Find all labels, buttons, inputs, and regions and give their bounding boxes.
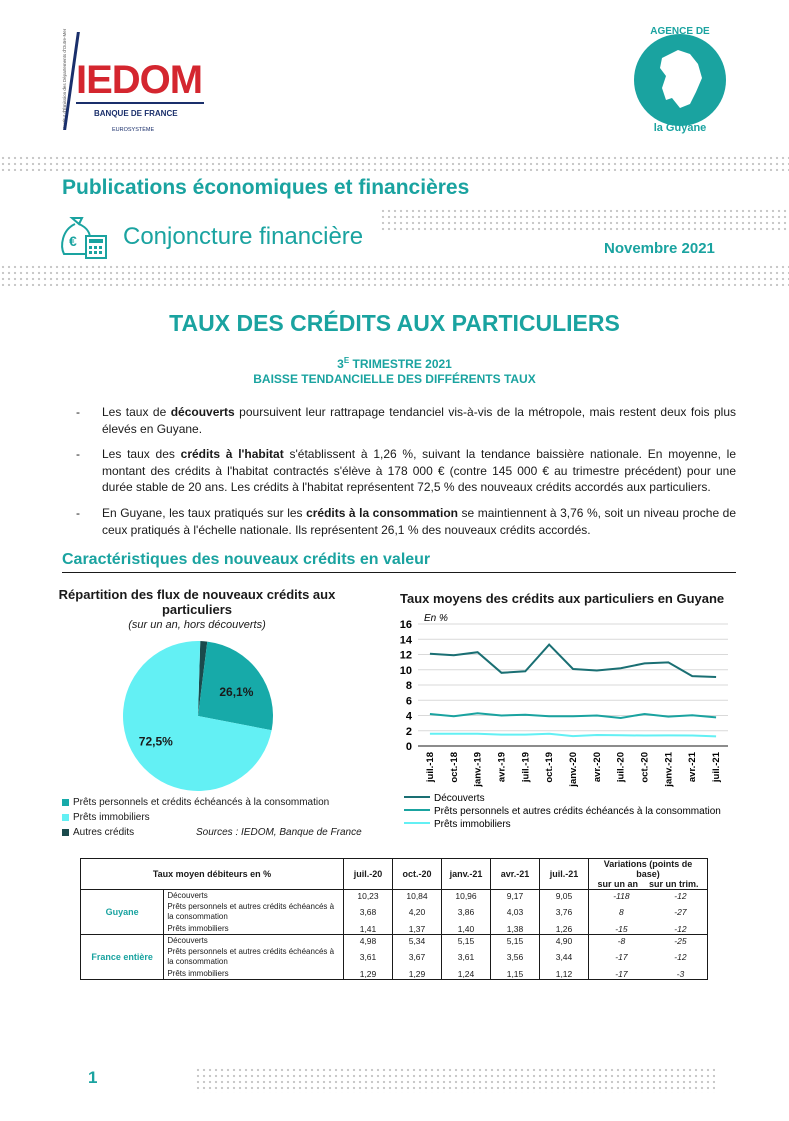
bullet-bold: crédits à la consommation bbox=[306, 506, 458, 520]
bullet-text bbox=[102, 404, 736, 437]
dotted-band-footer bbox=[195, 1067, 715, 1093]
table-cell: 1,29 bbox=[393, 968, 442, 980]
subtitle-sup: E bbox=[343, 356, 350, 365]
table-row-label: Prêts immobiliers bbox=[164, 923, 344, 935]
table-cell: 5,15 bbox=[491, 935, 540, 947]
legend-swatch bbox=[62, 799, 69, 806]
table-cell: 1,12 bbox=[540, 968, 589, 980]
table-row bbox=[81, 968, 708, 980]
table-row bbox=[81, 935, 708, 947]
x-tick-label: juil.-21 bbox=[711, 752, 723, 783]
table-col-header: juil.-20 bbox=[344, 859, 393, 890]
x-tick-label: juil.-18 bbox=[424, 752, 436, 783]
x-tick-label: juil.-19 bbox=[520, 752, 532, 783]
table-var-year: -15 bbox=[589, 923, 654, 935]
bullet-post: se maintiennent à 3,76 %, soit un niveau proche de ceux pratiqués à l'échelle nationale. Ils représentent 26,1 % des nouveaux crédits accordés. bbox=[102, 506, 737, 537]
x-tick-label: oct.-19 bbox=[544, 752, 556, 783]
pie-data-label bbox=[207, 636, 235, 637]
subtitle-num: 3 bbox=[337, 357, 344, 371]
table-cell: 4,98 bbox=[344, 935, 393, 947]
legend-label: Autres crédits bbox=[73, 827, 135, 838]
logo-eurosysteme: EUROSYSTÈME bbox=[112, 127, 155, 133]
table-var-year: -17 bbox=[589, 968, 654, 980]
table-cell: 1,15 bbox=[491, 968, 540, 980]
table-var-quarter: -12 bbox=[654, 946, 708, 968]
y-tick-label: 4 bbox=[405, 710, 412, 723]
x-tick-label: janv.-21 bbox=[663, 752, 675, 787]
legend-label: Prêts immobiliers bbox=[73, 812, 150, 823]
table-group-label: France entière bbox=[81, 935, 164, 980]
table-cell: 4,90 bbox=[540, 935, 589, 947]
bullet-pre: Les taux des bbox=[102, 447, 181, 461]
table-var-year: -118 bbox=[589, 890, 654, 902]
table-var-header bbox=[589, 859, 708, 890]
bullet-3 bbox=[76, 505, 736, 539]
table-header-label: Taux moyen débiteurs en % bbox=[81, 859, 344, 890]
bullet-dash: - bbox=[76, 405, 80, 419]
section-rule bbox=[62, 572, 736, 573]
x-tick-label: oct.-20 bbox=[639, 752, 651, 783]
logo-name: IEDOM bbox=[76, 58, 203, 102]
pie-legend-3 bbox=[62, 827, 134, 838]
table-cell: 10,23 bbox=[344, 890, 393, 902]
table-header-row bbox=[81, 859, 708, 890]
bullet-bold: crédits à l'habitat bbox=[180, 447, 284, 461]
table-cell: 4,20 bbox=[393, 901, 442, 923]
table-row-label: Découverts bbox=[167, 890, 208, 900]
y-tick-label: 6 bbox=[405, 695, 412, 708]
table-var-quarter: -3 bbox=[654, 968, 708, 980]
bullet-post: s'établissent à 1,26 %, suivant la tendance baissière nationale. En moyenne, le montant des crédits à l'habitat contractés s'élève à 178 000 € (contre 145 000 € au trimestre précédent) pour une durée stable de 20 ans. Les crédits à l'habitat représentent 72,5 % des nouveaux crédits accordés aux particuliers. bbox=[102, 447, 736, 494]
table-cell: 5,34 bbox=[393, 935, 442, 947]
y-tick-label: 2 bbox=[405, 725, 412, 738]
table-cell: 1,24 bbox=[442, 968, 491, 980]
line-chart bbox=[388, 606, 738, 836]
table-cell: 3,67 bbox=[393, 946, 442, 968]
bullet-pre: En Guyane, les taux pratiqués sur les bbox=[102, 506, 307, 520]
table-cell: 9,17 bbox=[491, 890, 540, 902]
pie-data-label: 72,5% bbox=[138, 734, 173, 749]
table-var-year: -8 bbox=[589, 935, 654, 947]
page-title: TAUX DES CRÉDITS AUX PARTICULIERS bbox=[169, 310, 620, 336]
table-cell: 1,38 bbox=[491, 923, 540, 935]
table-var-year: -17 bbox=[589, 946, 654, 968]
agence-badge bbox=[632, 20, 728, 144]
table-col-header: avr.-21 bbox=[491, 859, 540, 890]
dotted-band-top bbox=[0, 155, 789, 171]
line-chart-title: Taux moyens des crédits aux particuliers en Guyane bbox=[400, 591, 725, 606]
legend-label: Prêts personnels et crédits échéancés à la consommation bbox=[73, 797, 330, 808]
table-row bbox=[81, 890, 708, 902]
x-tick-label: avr.-21 bbox=[687, 752, 699, 783]
section-title: Caractéristiques des nouveaux crédits en valeur bbox=[62, 551, 431, 568]
table-row bbox=[81, 923, 708, 935]
table-col-header: oct.-20 bbox=[393, 859, 442, 890]
legend-swatch bbox=[62, 814, 69, 821]
bullet-text bbox=[102, 446, 736, 496]
y-unit-label: En % bbox=[424, 613, 448, 624]
y-tick-label: 8 bbox=[405, 680, 412, 692]
table-cell: 1,26 bbox=[540, 923, 589, 935]
pie-legend-1 bbox=[62, 797, 329, 808]
pie-legend-2 bbox=[62, 812, 150, 823]
legend-label: Prêts personnels et autres crédits échéancés à la consommation bbox=[434, 806, 721, 817]
x-tick-label: avr.-20 bbox=[591, 752, 603, 783]
agence-bottom-label: la Guyane bbox=[653, 122, 707, 134]
bullet-post: poursuivent leur rattrapage tendanciel vis-à-vis de la métropole, mais restent deux fois plus élevés en Guyane. bbox=[102, 405, 736, 436]
table-var-quarter: -12 bbox=[654, 923, 708, 935]
table-var-quarter: -12 bbox=[654, 890, 708, 902]
table-cell: 3,61 bbox=[442, 946, 491, 968]
table-cell: 5,15 bbox=[442, 935, 491, 947]
bullet-dash: - bbox=[76, 506, 80, 520]
series-line bbox=[430, 645, 716, 677]
x-tick-label: janv.-20 bbox=[568, 752, 579, 787]
section-conjoncture: Conjoncture financière bbox=[123, 223, 364, 250]
table-var-year: 8 bbox=[589, 901, 654, 923]
publication-title: Publications économiques et financières bbox=[62, 176, 470, 199]
subtitle-quarter bbox=[0, 356, 789, 371]
logo-rule bbox=[76, 102, 204, 104]
table-var-quarter: -25 bbox=[654, 935, 708, 947]
y-tick-label: 16 bbox=[399, 619, 412, 631]
table-cell: 3,86 bbox=[442, 901, 491, 923]
table-cell: 3,56 bbox=[491, 946, 540, 968]
rates-table bbox=[80, 858, 708, 980]
table-cell: 3,68 bbox=[344, 901, 393, 923]
page-number: 1 bbox=[88, 1068, 98, 1087]
table-row-label: Découverts bbox=[167, 935, 208, 945]
bullet-2 bbox=[76, 446, 736, 496]
y-tick-label: 10 bbox=[399, 664, 412, 677]
money-calculator-icon bbox=[58, 212, 110, 260]
table-cell: 3,76 bbox=[540, 901, 589, 923]
dotted-band-mid bbox=[380, 208, 789, 232]
x-tick-label: oct.-18 bbox=[448, 752, 460, 783]
pie-source: Sources : IEDOM, Banque de France bbox=[196, 827, 362, 838]
y-tick-label: 0 bbox=[405, 741, 412, 753]
pie-data-label: 26,1% bbox=[219, 684, 254, 699]
logo-bdf: BANQUE DE FRANCE bbox=[94, 109, 178, 118]
bullet-1 bbox=[76, 404, 736, 438]
subtitle-rest: TRIMESTRE 2021 bbox=[349, 357, 452, 371]
table-cell: 1,29 bbox=[344, 968, 393, 980]
bullet-bold: découverts bbox=[170, 405, 235, 419]
legend-label: Découverts bbox=[434, 793, 485, 804]
agence-top-label: AGENCE DE bbox=[650, 26, 710, 37]
table-row-label: Prêts immobiliers bbox=[164, 968, 344, 980]
legend-label: Prêts immobiliers bbox=[434, 819, 511, 830]
var-sub-quarter: sur un trim. bbox=[648, 879, 699, 889]
legend-swatch bbox=[62, 829, 69, 836]
table-cell: 10,96 bbox=[442, 890, 491, 902]
table-cell: 4,03 bbox=[491, 901, 540, 923]
var-sub-year: sur un an bbox=[597, 879, 638, 889]
y-tick-label: 12 bbox=[399, 649, 412, 662]
x-tick-label: juil.-20 bbox=[615, 752, 627, 783]
table-cell: 3,61 bbox=[344, 946, 393, 968]
y-tick-label: 14 bbox=[399, 634, 412, 647]
var-title: Variations (points de base) bbox=[603, 859, 693, 879]
table-row bbox=[81, 901, 708, 923]
dotted-band-bottom bbox=[0, 264, 789, 286]
publication-date: Novembre 2021 bbox=[604, 240, 715, 257]
bullet-text bbox=[102, 505, 736, 538]
svg-text:€: € bbox=[69, 233, 77, 249]
pie-chart bbox=[100, 636, 300, 796]
iedom-logo bbox=[52, 28, 207, 136]
pie-subtitle: (sur un an, hors découverts) bbox=[128, 619, 266, 631]
table-cell: 10,84 bbox=[393, 890, 442, 902]
table-col-header: janv.-21 bbox=[442, 859, 491, 890]
table-col-header: juil.-21 bbox=[540, 859, 589, 890]
x-tick-label: avr.-19 bbox=[496, 752, 508, 783]
table-group-label: Guyane bbox=[81, 890, 164, 935]
table-cell: 1,40 bbox=[442, 923, 491, 935]
pie-title: Répartition des flux de nouveaux crédits aux particuliers bbox=[58, 587, 336, 617]
series-line bbox=[430, 734, 716, 737]
table-row-label: Prêts personnels et autres crédits échéancés à la consommation bbox=[167, 902, 335, 921]
bullet-dash: - bbox=[76, 447, 80, 461]
subtitle-trend: BAISSE TENDANCIELLE DES DIFFÉRENTS TAUX bbox=[253, 372, 536, 386]
table-cell: 3,44 bbox=[540, 946, 589, 968]
table-row bbox=[81, 946, 708, 968]
bullet-pre: Les taux de bbox=[102, 405, 171, 419]
table-row-label: Prêts personnels et autres crédits échéancés à la consommation bbox=[167, 947, 335, 966]
logo-side-text: Institut d'Émission des Départements d'Outre-Mer bbox=[62, 28, 67, 128]
table-cell: 1,41 bbox=[344, 923, 393, 935]
table-var-quarter: -27 bbox=[654, 901, 708, 923]
x-tick-label: janv.-19 bbox=[472, 752, 484, 787]
table-cell: 1,37 bbox=[393, 923, 442, 935]
table-cell: 9,05 bbox=[540, 890, 589, 902]
